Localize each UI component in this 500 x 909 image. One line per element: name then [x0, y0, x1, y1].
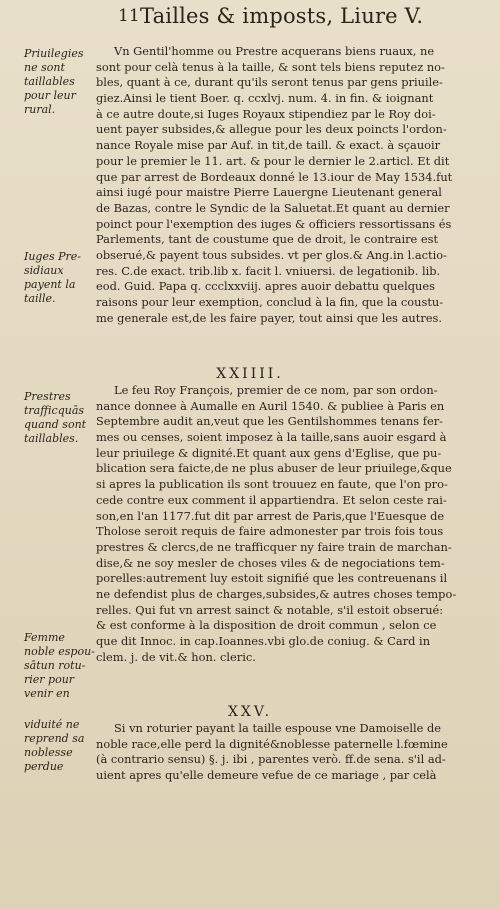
margin-note-line: rural. — [24, 103, 56, 116]
text-line: Tholose seroit requis de faire admonester par trois fois tous — [96, 524, 444, 539]
text-line: uient apres qu'elle demeure vefue de ce mariage , par celà — [96, 768, 437, 783]
margin-note-priests — [24, 390, 96, 446]
margin-note-line: Prestres — [24, 390, 71, 403]
section-heading-xxiiii: XXIIII. — [216, 366, 284, 382]
text-line: pour le premier le 11. art. & pour le dernier le 2.articl. Et dit — [96, 153, 450, 168]
text-line: prestres & clercs,de ne trafficquer ny faire train de marchan- — [96, 539, 452, 554]
text-line: Le feu Roy François, premier de ce nom, par son ordon- — [114, 383, 438, 397]
margin-note-line: pour leur — [24, 89, 76, 102]
margin-note-line: Femme — [24, 631, 65, 644]
text-line: eod. Guid. Papa q. ccclxxviij. apres auoir debattu quelques — [96, 279, 435, 294]
margin-note-judges — [24, 250, 96, 306]
text-line: nance donnee à Aumalle en Auril 1540. & publiee à Paris en — [96, 398, 445, 413]
margin-note-line: quand sont — [24, 418, 87, 431]
margin-note-line: noblesse — [24, 746, 73, 759]
margin-note-line: taillables — [24, 75, 75, 88]
margin-note-line: taillables. — [24, 432, 79, 445]
margin-note-line: sidiaux — [24, 264, 64, 277]
text-line: poinct pour l'exemption des iuges & officiers ressortissans és — [96, 216, 452, 231]
text-line: son,en l'an 1177.fut dit par arrest de Paris,que l'Euesque de — [96, 508, 445, 523]
text-line: Si vn roturier payant la taille espouse vne Damoiselle de — [114, 721, 442, 735]
running-title: Tailles & imposts, Liure V. — [140, 4, 424, 28]
margin-note-line: ne sont — [24, 61, 65, 74]
text-line: nance Royale mise par Auf. in tit,de taill. & exact. à sçauoir — [96, 138, 441, 153]
margin-note-line: noble espou- — [24, 645, 95, 658]
text-line: si apres la publication ils sont trouuez en faute, que l'on pro- — [96, 477, 448, 492]
text-line: de Bazas, contre le Syndic de la Saluetat.Et quant au dernier — [96, 200, 450, 215]
text-line: me generale est,de les faire payer, tout ainsi que les autres. — [96, 310, 442, 325]
margin-note-line: perdue — [24, 760, 64, 773]
margin-note-line: Iuges Pre- — [24, 250, 82, 263]
text-line: raisons pour leur exemption, conclud à la fin, que la coustu- — [96, 295, 444, 309]
text-line: (à contrario sensu) §. j. ibi , parentes verò. ff.de sena. s'il ad- — [96, 752, 446, 767]
text-line: giez.Ainsi le tient Boer. q. ccxlvj. num. 4. in fin. & ioignant — [96, 91, 434, 106]
text-line: que dit Innoc. in cap.Ioannes.vbi glo.de coniug. & Card in — [96, 634, 431, 648]
page-header — [0, 4, 500, 38]
paragraph-xxv — [96, 721, 488, 784]
margin-note-line: payent la — [24, 278, 76, 291]
text-line: porelles:autrement luy estoit signifié que les contreuenans il — [96, 571, 448, 586]
text-line: Vn Gentil'homme ou Prestre acquerans biens ruaux, ne — [114, 44, 435, 58]
margin-note-line: viduité ne — [24, 718, 80, 731]
text-line: leur priuilege & dignité.Et quant aux gens d'Eglise, que pu- — [96, 445, 442, 460]
text-line: ainsi iugé pour maistre Pierre Lauergne Lieutenant general — [96, 185, 442, 200]
paragraph-xxiiii — [96, 383, 488, 665]
page-number: 11 — [118, 6, 140, 26]
margin-note-noble-wife — [24, 631, 96, 701]
text-line: clem. j. de vit.& hon. cleric. — [96, 649, 256, 664]
margin-note-line: rier pour — [24, 673, 75, 686]
margin-note-line: Priuilegies — [24, 47, 84, 60]
text-line: ne defendist plus de charges,subsides,& autres choses tempo- — [96, 586, 457, 601]
text-line: à ce autre doute,si Iuges Royaux stipendiez par le Roy doi- — [96, 106, 436, 121]
margin-note-line: taille. — [24, 292, 56, 305]
text-line: cede contre eux comment il appartiendra. Et selon ceste rai- — [96, 492, 447, 507]
text-line: mes ou censes, soient imposez à la taille,sans auoir esgard à — [96, 430, 447, 445]
text-line: que par arrest de Bordeaux donné le 13.iour de May 1534.fut — [96, 169, 453, 184]
margin-note-widowhood — [24, 718, 96, 774]
text-line: bles, quant à ce, durant qu'ils seront tenus par gens priuile- — [96, 75, 443, 90]
text-line: Septembre audit an,veut que les Gentilshommes tenans fer- — [96, 414, 443, 429]
text-line: Parlements, tant de coustume que de droit, le contraire est — [96, 232, 439, 247]
text-line: noble race,elle perd la dignité&noblesse paternelle l.fœmine — [96, 736, 448, 751]
section-heading-xxv: XXV. — [227, 704, 273, 720]
text-line: & est conforme à la disposition de droit commun , selon ce — [96, 618, 437, 633]
text-line: res. C.de exact. trib.lib x. facit l. vniuersi. de legationib. lib. — [96, 263, 441, 278]
margin-note-privileged — [24, 47, 96, 117]
paragraph-privileged-lands — [96, 44, 488, 326]
text-line: uent payer subsides,& allegue pour les deux poincts l'ordon- — [96, 122, 447, 137]
margin-note-line: venir en — [24, 687, 70, 700]
margin-note-line: reprend sa — [24, 732, 85, 745]
text-line: obserué,& payent tous subsides. vt per glos.& Ang.in l.actio- — [96, 247, 447, 262]
text-line: dise,& ne soy mesler de choses viles & de negociations tem- — [96, 555, 445, 570]
margin-note-line: sātun rotu- — [24, 659, 86, 672]
text-line: relles. Qui fut vn arrest sainct & notable, s'il estoit obserué: — [96, 602, 444, 617]
text-line: blication sera faicte,de ne plus abuser de leur priuilege,&que — [96, 461, 452, 476]
margin-note-line: trafficquās — [24, 404, 85, 417]
text-line: sont pour celà tenus à la taille, & sont tels biens reputez no- — [96, 59, 445, 74]
